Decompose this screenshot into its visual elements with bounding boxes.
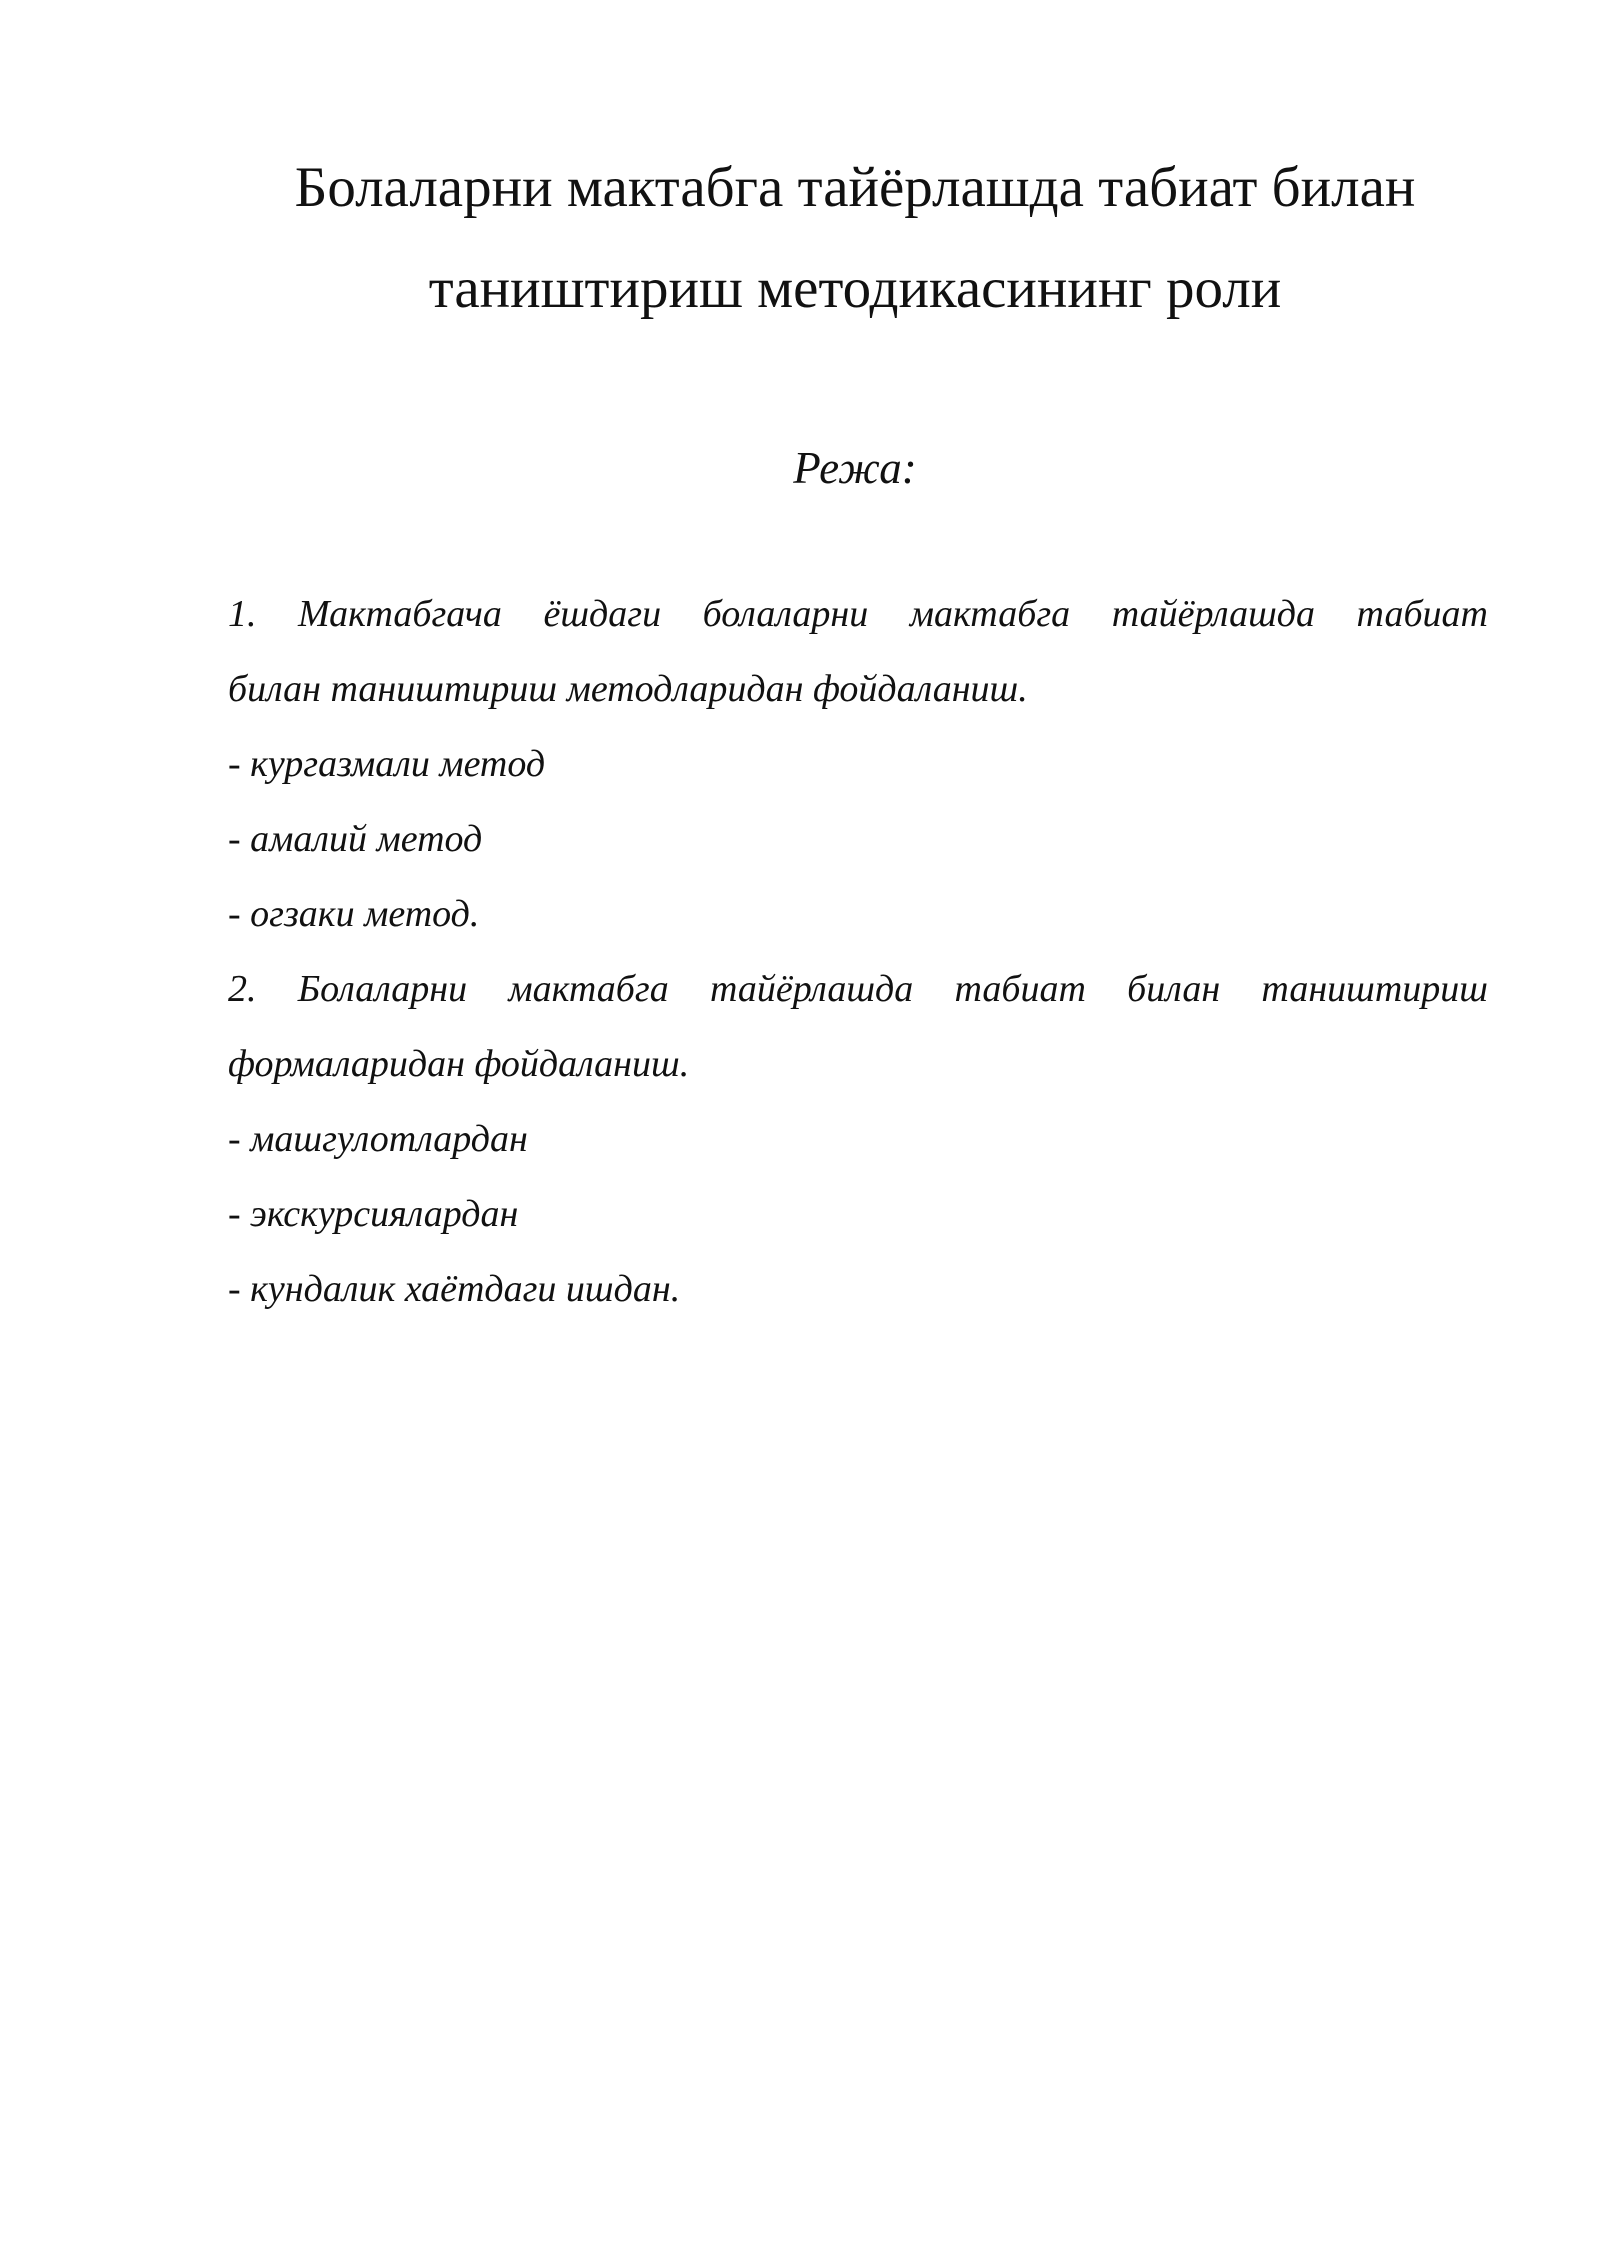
plan-item-2-subitem: - машгулотлардан xyxy=(228,1118,528,1160)
plan-item-1-line-2: билан таништириш методларидан фойдаланиш. xyxy=(228,668,1028,710)
plan-item-2-subitem: - кундалик хаётдаги ишдан. xyxy=(228,1268,681,1310)
plan-item-2-line-1: 2. Болаларни мактабга тайёрлашда табиат билан таништириш xyxy=(228,968,1488,1010)
plan-item-2-line-2: формаларидан фойдаланиш. xyxy=(228,1043,690,1085)
plan-item-1-subitem: - огзаки метод. xyxy=(228,893,480,935)
plan-item-1-subitem: - кургазмали метод xyxy=(228,743,546,785)
title-line-2: таништириш методикасининг роли xyxy=(428,257,1282,320)
plan-item-2-subitem: - экскурсиялардан xyxy=(228,1193,519,1235)
title-line-1: Болаларни мактабга тайёрлашда табиат билан xyxy=(294,156,1416,219)
plan-heading: Режа: xyxy=(793,443,917,493)
plan-item-1-subitem: - амалий метод xyxy=(228,818,483,860)
plan-item-1-line-1: 1. Мактабгача ёшдаги болаларни мактабга тайёрлашда табиат xyxy=(228,593,1488,635)
